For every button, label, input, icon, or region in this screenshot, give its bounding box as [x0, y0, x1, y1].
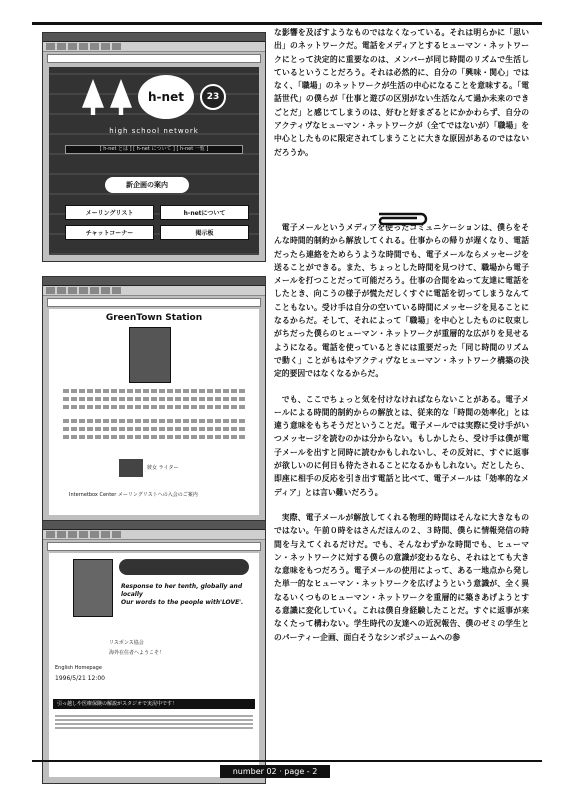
tree-icon — [110, 79, 132, 115]
address-bar — [47, 54, 261, 63]
paragraph-4: 実際、電子メールが解放してくれる物理的時間はそんなに大きなものではない。午前０時をはさんだほんの２、３時間、僕らに情報発信の時間を与えてくれるだけだ。でも、そんなわずかな時間でも、ヒューマン・ネットワークに対する僕らの意識が変わるなら、それはとても大きな意味をもつだろう。電子メールの使用によって、ある一地点から発した単一的なヒューマン・ネットワークを広げようという意識が、全く異なるいくつものヒューマン・ネットワークを重層的に築きあげようとする意識に変化していく。これは僕自身経験したことだ。すぐに返事が来なくたって構わない。学生時代の友達への近況報告、僕のゼミの学生とのパーティー企画、面白そうなシンポジュームへの参 — [274, 512, 529, 642]
page-number-label: number 02 · page - 2 — [220, 765, 330, 778]
spacer — [274, 499, 529, 511]
browser-toolbar — [43, 286, 265, 296]
hnet-subtitle: high school network — [109, 127, 199, 135]
paperclip-icon — [369, 210, 433, 228]
fine-print — [63, 435, 245, 439]
hnet-logo — [59, 71, 249, 123]
character-illustration — [73, 559, 113, 617]
address-bar — [47, 542, 261, 551]
greentown-page — [49, 309, 259, 515]
button-row-2 — [65, 225, 249, 240]
paragraph-1: な影響を及ぼすようなものではなくなっている。それは明らかに「思い出」のネットワークだ。電話をメディアとするヒューマン・ネットワークにとって決定的に重要なのは、メンバーが同じ時間のリズムで生活しているということだろう。それは必然的に、自分の「興味・関心」ではなく、「職場」のネットワークが生活の中心になることを意味する。「電話世代」の僕らが「仕事と遊びの区別がない生活なんて過か未来のできごとだ」と感じてしまうのは、好むと好まざるとにかかわらず、自分のアクティヴなヒューマン・ネットワークが（全てではないが）「職場」を中心としたものに限定されてしまうことに大きな原因があるのではないだろうか。 — [274, 28, 529, 157]
date-stamp: 1996/5/21 12:00 — [55, 675, 105, 682]
hnet-menu-strip: [ h-net とは ] [ h-net について ] [ h-net 一覧 ] — [65, 145, 243, 154]
response-screenshot — [42, 520, 266, 784]
fine-print — [63, 419, 245, 423]
hnet-logo-text: h-net — [138, 75, 194, 119]
fine-print — [63, 389, 245, 393]
paragraph-2: 電子メールというメディアを使ったコミュニケーションは、僕らをそんな時間的制約から解放してくれる。仕事からの帰りが遅くなり、電話だったら連絡をためらうような時間でも、電子メールならメッセージを送ることができる。また、ちょっとした時間を見つけて、職場から電子メールを打つことだって可能だろう。仕事の合間をぬって友達に電話をしたとき、向こうの様子が慌ただしくすぐに電話を切ってしまうなんてこともない。受け手は自分の空いている時間にメッセージを見ることになるからだ。そして、それによって「職場」を中心としたものに収束しがちだった僕らのヒューマン・ネットワークが重層的な広がりを見せるようになる。電話を使っているときには重要だった「同じ時間のリズムで動く」ことがもはやアクティヴなヒューマン・ネットワーク構築の決定的要因ではなくなるからだ。 — [274, 222, 529, 379]
subline-text: Our words to the people with'LOVE'. — [121, 599, 244, 606]
greentown-screenshot — [42, 276, 266, 522]
guide-button-label: 新企画の案内 — [126, 181, 168, 189]
top-rule — [32, 22, 542, 25]
window-titlebar — [43, 33, 265, 42]
browser-toolbar — [43, 530, 265, 540]
headline-text: Response to her tenth, globally and locally — [121, 583, 243, 598]
spacer — [274, 381, 529, 393]
mailing-list-button: メーリングリスト — [65, 205, 154, 220]
window-titlebar — [43, 277, 265, 286]
window-titlebar — [43, 521, 265, 530]
guide-button — [105, 177, 189, 193]
button-row-1 — [65, 205, 249, 220]
thumbnail-caption: 彼女 ライター — [147, 465, 179, 471]
welcome-line: 海外在住者へようこそ！ — [109, 650, 165, 656]
article-column — [274, 26, 529, 644]
news-banner: 引っ越しや医療保険の解説がスタジオで実況中です！ — [53, 699, 255, 709]
greentown-title: GreenTown Station — [105, 313, 203, 323]
bottom-rule — [32, 760, 542, 762]
address-bar — [47, 298, 261, 307]
hnet-page — [49, 67, 259, 255]
hnet-screenshot — [42, 32, 266, 262]
mailing-list-link: Internetbox Center メーリングリストへの入会のご案内 — [69, 492, 198, 498]
screenshot-column — [42, 32, 264, 752]
browser-toolbar — [43, 42, 265, 52]
association-name: リスポンス協会 — [109, 640, 144, 646]
fine-print — [55, 715, 253, 729]
tree-icon — [82, 79, 104, 115]
paragraph-3: でも、ここでちょっと気を付けなければならないことがある。電子メールによる時間的制約からの解放とは、従来的な「時間の効率化」とは違う意味をもちそうだということだ。電子メールでは実際に受け手がいつメッセージを読むのかは分からない。もしかしたら、受け手は僕が電子メールを出すと同時に読むかもしれないし、その反対に、すぐに返事が欲しいのに何日も待たされることになるかもしれない。だとしたら、即座に相手の反応を引き出す電話と比べて、電子メールは「効率的なメディア」とは言い難いだろう。 — [274, 394, 529, 497]
fine-print — [63, 427, 245, 431]
about-hnet-button: h-netについて — [160, 205, 249, 220]
bbs-button: 掲示板 — [160, 225, 249, 240]
fine-print — [63, 405, 245, 409]
ball-icon: 23 — [200, 84, 226, 110]
fine-print — [63, 397, 245, 401]
character-illustration — [129, 327, 171, 383]
chat-corner-button: チャットコーナー — [65, 225, 154, 240]
english-homepage-link: English Homepage — [55, 665, 102, 671]
thumbnail-image — [119, 459, 143, 477]
response-headline — [121, 583, 251, 607]
logo-banner — [119, 559, 249, 575]
response-page — [49, 553, 259, 777]
